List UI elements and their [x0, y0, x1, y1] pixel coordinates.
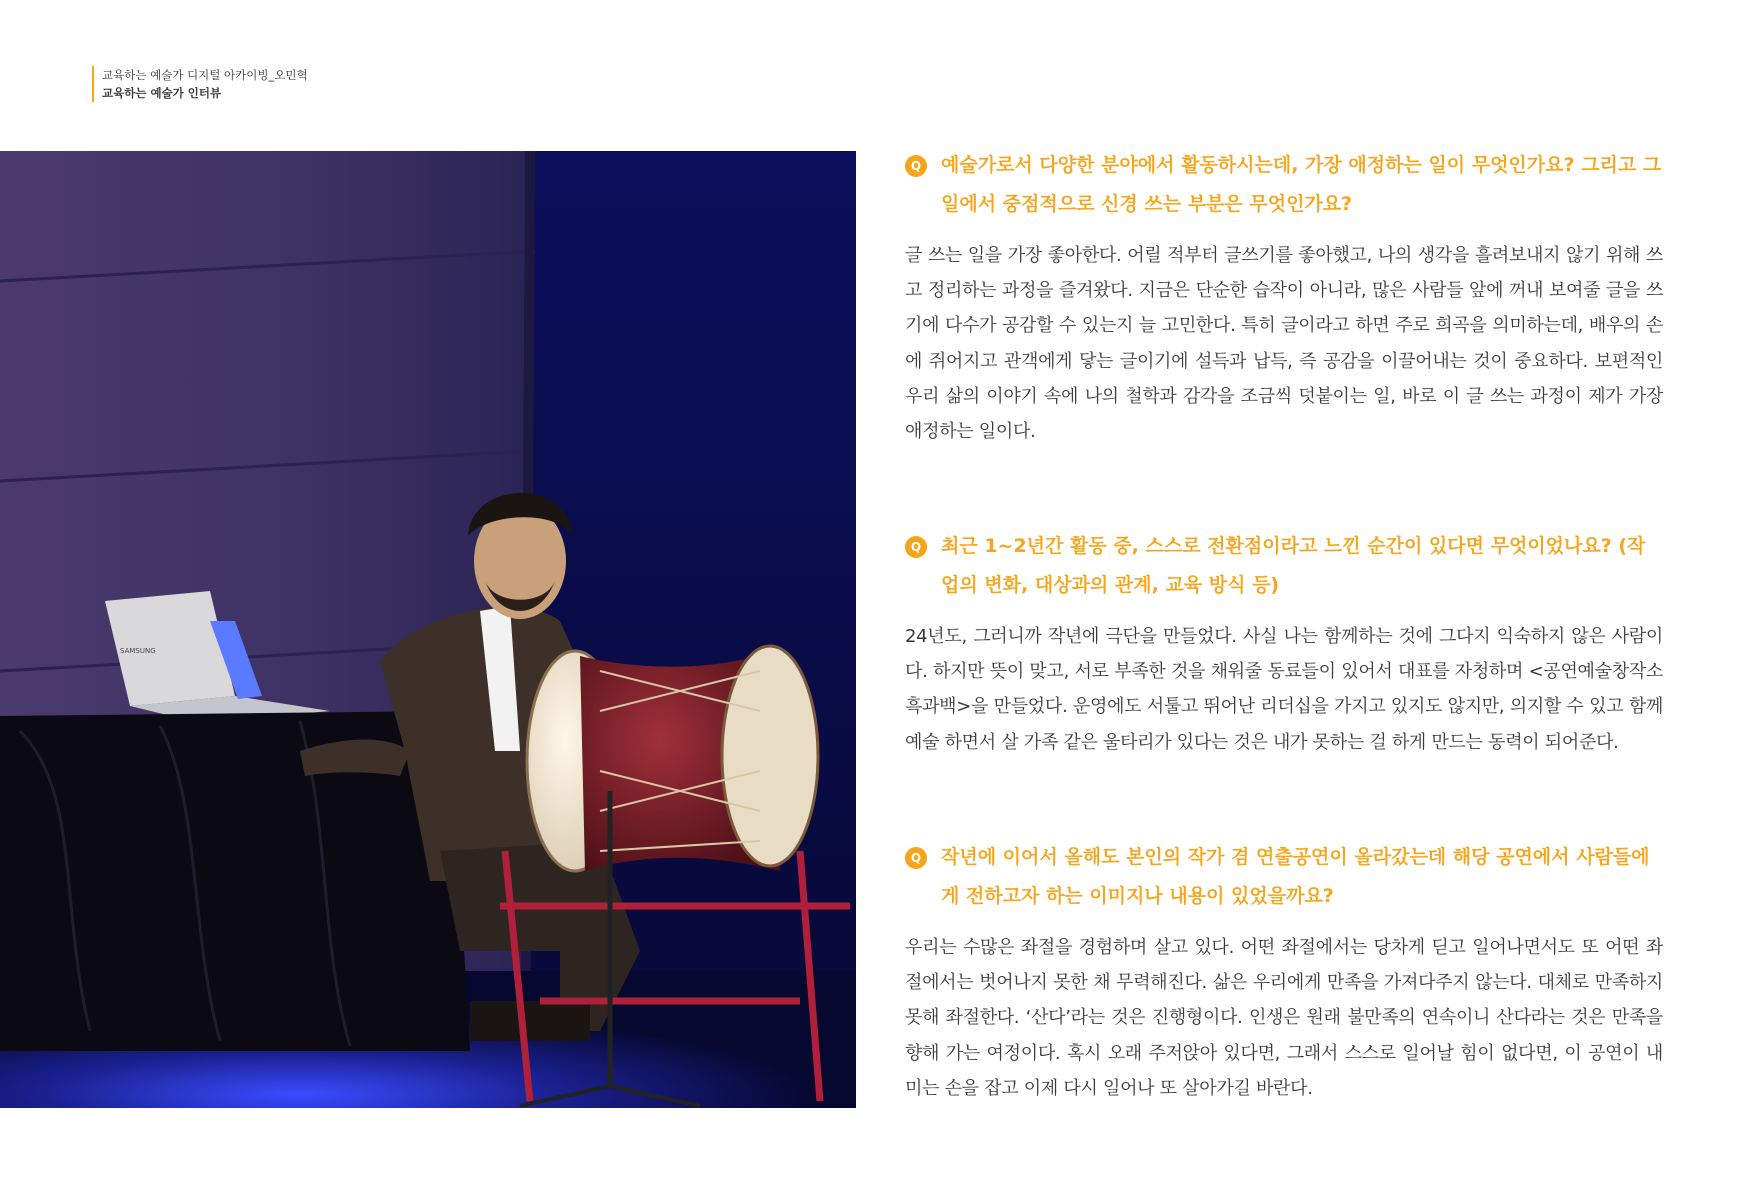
qa-block-1	[905, 146, 1663, 449]
page-header	[92, 66, 308, 102]
breadcrumb: 교육하는 예술가 디지털 아카이빙_오민혁	[102, 68, 308, 82]
answer-2: 24년도, 그러니까 작년에 극단을 만들었다. 사실 나는 함께하는 것에 그다지 익숙하지 않은 사람이다. 하지만 뜻이 맞고, 서로 부족한 것을 채워줄 동료들이 있어서 대표를 자청하며 <공연예술창작소 흑과백>을 만들었다. 운영에도 서툴고 뛰어난 리더십을 가지고 있지도 않지만, 의지할 수 있고 함께 예술 하면서 살 가족 같은 울타리가 있다는 것은 내가 못하는 걸 하게 만드는 동력이 되어준다.	[905, 626, 1663, 753]
q-badge: Q	[905, 536, 927, 558]
question-text: 최근 1~2년간 활동 중, 스스로 전환점이라고 느낀 순간이 있다면 무엇이었나요? (작업의 변화, 대상과의 관계, 교육 방식 등)	[941, 535, 1646, 596]
question-text: 작년에 이어서 올해도 본인의 작가 겸 연출공연이 올라갔는데 해당 공연에서 사람들에게 전하고자 하는 이미지나 내용이 있었을까요?	[941, 846, 1650, 907]
qa-block-2	[905, 527, 1663, 760]
answer-1: 글 쓰는 일을 가장 좋아한다. 어릴 적부터 글쓰기를 좋아했고, 나의 생각을 흘려보내지 않기 위해 쓰고 정리하는 과정을 즐겨왔다. 지금은 단순한 습작이 아니라, 많은 사람들 앞에 꺼내 보여줄 글을 쓰기에 다수가 공감할 수 있는지 늘 고민한다. 특히 글이라고 하면 주로 희곡을 의미하는데, 배우의 손에 쥐어지고 관객에게 닿는 글이기에 설득과 납득, 즉 공감을 이끌어내는 것이 중요하다. 보편적인 우리 삶의 이야기 속에 나의 철학과 감각을 조금씩 덧붙이는 일, 바로 이 글 쓰는 과정이 제가 가장 애정하는 일이다.	[905, 245, 1663, 443]
section-title: 교육하는 예술가 인터뷰	[102, 86, 222, 100]
question-2	[905, 527, 1663, 605]
answer-3: 우리는 수많은 좌절을 경험하며 살고 있다. 어떤 좌절에서는 당차게 딛고 일어나면서도 또 어떤 좌절에서는 벗어나지 못한 채 무력해진다. 삶은 우리에게 만족을 가져다주지 않는다. 대체로 만족하지 못해 좌절한다. ‘산다’라는 것은 진행형이다. 인생은 원래 불만족의 연속이니 산다라는 것은 만족을 향해 가는 여정이다. 혹시 오래 주저앉아 있다면, 그래서 스스로 일어날 힘이 없다면, 이 공연이 내미는 손을 잡고 이제 다시 일어나 또 살아가길 바란다.	[905, 937, 1663, 1099]
q-badge: Q	[905, 155, 927, 177]
laptop-brand-label: SAMSUNG	[120, 647, 156, 655]
question-3	[905, 838, 1663, 916]
q-badge: Q	[905, 847, 927, 869]
question-1	[905, 146, 1663, 224]
question-text: 예술가로서 다양한 분야에서 활동하시는데, 가장 애정하는 일이 무엇인가요? 그리고 그 일에서 중점적으로 신경 쓰는 부분은 무엇인가요?	[941, 154, 1662, 215]
qa-block-3	[905, 838, 1663, 1106]
performance-photo	[0, 151, 856, 1108]
